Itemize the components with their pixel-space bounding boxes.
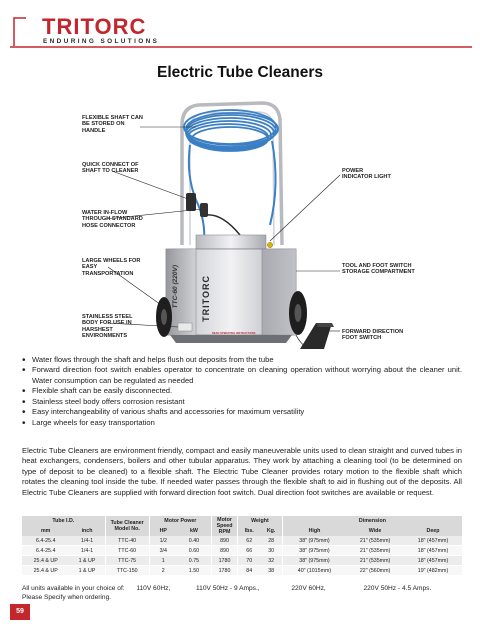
cell-rpm: 1780 [212,566,238,576]
cell-hp: 1 [149,556,177,566]
callout-water-inflow: WATER IN-FLOW THROUGH STANDARD HOSE CONNECTOR [82,210,143,229]
th-motor-speed: Motor Speed RPM [212,516,238,536]
cell-kw: 0.75 [177,556,212,566]
cell-model: TTC-75 [105,556,149,566]
page-header [0,0,480,52]
cell-mm: 25.4 & UP [22,566,69,576]
cell-lbs: 84 [238,566,261,576]
body-warning-label: READ OPERATING INSTRUCTIONS [212,332,256,335]
feature-item: • Easy interchangeability of various shafts and accessories for maximum versatility [22,407,462,417]
cell-mm: 25.4 & UP [22,556,69,566]
callout-large-wheels: LARGE WHEELS FOR EASY TRANSPORTATION [82,258,141,277]
body-brand-label: TRITORC [201,275,211,322]
cell-wide: 21" (535mm) [346,546,404,556]
cell-rpm: 890 [212,536,238,546]
callout-quick-connect: QUICK CONNECT OF SHAFT TO CLEANER [82,162,139,175]
cell-wide: 22" (560mm) [346,566,404,576]
cell-kg: 38 [260,566,282,576]
cell-kw: 1.50 [177,566,212,576]
th-model: Tube Cleaner Model No. [105,516,149,536]
cell-high: 38" (975mm) [282,546,346,556]
callout-foot-switch: FORWARD DIRECTION FOOT SWITCH [342,329,404,342]
cell-deep: 18" (457mm) [404,556,462,566]
cell-kw: 0.40 [177,536,212,546]
cell-hp: 3/4 [149,546,177,556]
brand-logo [22,14,202,50]
th-mm: mm [22,526,69,536]
th-motor-power: Motor Power [149,516,211,526]
voltage-option: 220V 60Hz, [291,585,326,592]
feature-item: • Water flows through the shaft and helps flush out deposits from the tube [22,355,462,365]
cell-mm: 6.4-25.4 [22,546,69,556]
th-high: High [282,526,346,536]
cell-deep: 18" (457mm) [404,546,462,556]
hose-coil [184,110,278,151]
table-row [22,546,462,556]
cell-inch: 1/4-1 [69,546,105,556]
cell-mm: 6.4-25.4 [22,536,69,546]
cell-hp: 2 [149,566,177,576]
cell-kw: 0.60 [177,546,212,556]
cell-deep: 18" (457mm) [404,536,462,546]
th-hp: HP [149,526,177,536]
brand-tagline: ENDURING SOLUTIONS [43,38,160,45]
cell-lbs: 62 [238,536,261,546]
spec-table [22,516,462,576]
feature-item: • Forward direction foot switch enables operator to concentrate on cleaning operation without worrying about the cleaner unit. Water consumption can be regulated as needed [22,365,462,386]
table-sub-header [22,526,462,536]
th-lbs: lbs. [238,526,261,536]
callout-power-light: POWER INDICATOR LIGHT [342,168,391,181]
availability-lead: All units available in your choice of: [22,585,125,592]
cell-kg: 28 [260,536,282,546]
th-inch: inch [69,526,105,536]
cell-inch: 1 & UP [69,566,105,576]
cell-hp: 1/2 [149,536,177,546]
cell-lbs: 70 [238,556,261,566]
ordering-note: Please Specify when ordering. [22,593,112,601]
th-kg: Kg. [260,526,282,536]
voltage-option: 110V 60Hz, [136,585,171,592]
page-number: 59 [10,604,30,620]
feature-item: • Large wheels for easy transportation [22,418,462,428]
table-group-header [22,516,462,526]
cell-kg: 30 [260,546,282,556]
cell-kg: 32 [260,556,282,566]
cell-high: 38" (975mm) [282,536,346,546]
callout-stainless-body: STAINLESS STEEL BODY FOR USE IN HARSHEST ENVIRONMENTS [82,314,133,340]
callout-storage-compartment: TOOL AND FOOT SWITCH STORAGE COMPARTMENT [342,263,415,276]
cell-deep: 19" (482mm) [404,566,462,576]
product-figure [0,85,480,355]
feature-item: • Flexible shaft can be easily disconnected. [22,386,462,396]
tube-cleaner-illustration [0,85,480,355]
th-wide: Wide [346,526,404,536]
availability-line [22,585,472,594]
table-row [22,566,462,576]
cell-rpm: 890 [212,546,238,556]
table-row [22,536,462,546]
callout-flexible-shaft: FLEXIBLE SHAFT CAN BE STORED ON HANDLE [82,115,143,134]
th-dimension: Dimension [282,516,462,526]
voltage-option: 110V 50Hz - 9 Amps., [195,585,260,592]
table-row [22,556,462,566]
cell-wide: 21" (535mm) [346,536,404,546]
cell-model: TTC-60 [105,546,149,556]
th-weight: Weight [238,516,283,526]
cell-high: 40" (1015mm) [282,566,346,576]
description-paragraph: Electric Tube Cleaners are environment friendly, compact and easily maneuverable units used to clean straight and curved tubes in heat exchangers, condensers, boilers and other tubular apparatus. They work by attaching a cleaning tool (to be determined on type of deposit to be cleaned) to a flexible shaft. The Electric Tube Cleaner provides rotary motion to the flexible shaft which rotates the cleaning tool inside the tube. If needed water passes through the flexible shaft to aid in flushing out of the deposits. All Electric Tube Cleaners are supplied with forward direction foot switch. Dual direction foot switches are available or request. [22,446,462,497]
availability-note [22,585,472,603]
voltage-option: 220V 50Hz - 4.5 Amps. [363,585,432,592]
feature-list [22,355,462,428]
cell-model: TTC-150 [105,566,149,576]
cell-wide: 21" (535mm) [346,556,404,566]
cell-high: 38" (975mm) [282,556,346,566]
cell-lbs: 66 [238,546,261,556]
cell-model: TTC-40 [105,536,149,546]
brand-name: TRITORC [42,14,147,39]
body-model-label: TTC-60 (220V) [172,265,179,309]
cell-inch: 1/4-1 [69,536,105,546]
page-title: Electric Tube Cleaners [157,64,323,81]
cell-inch: 1 & UP [69,556,105,566]
feature-item: • Stainless steel body offers corrosion resistant [22,397,462,407]
th-kw: kW [177,526,212,536]
cell-rpm: 1780 [212,556,238,566]
th-tube-id: Tube I.D. [22,516,105,526]
th-deep: Deep [404,526,462,536]
